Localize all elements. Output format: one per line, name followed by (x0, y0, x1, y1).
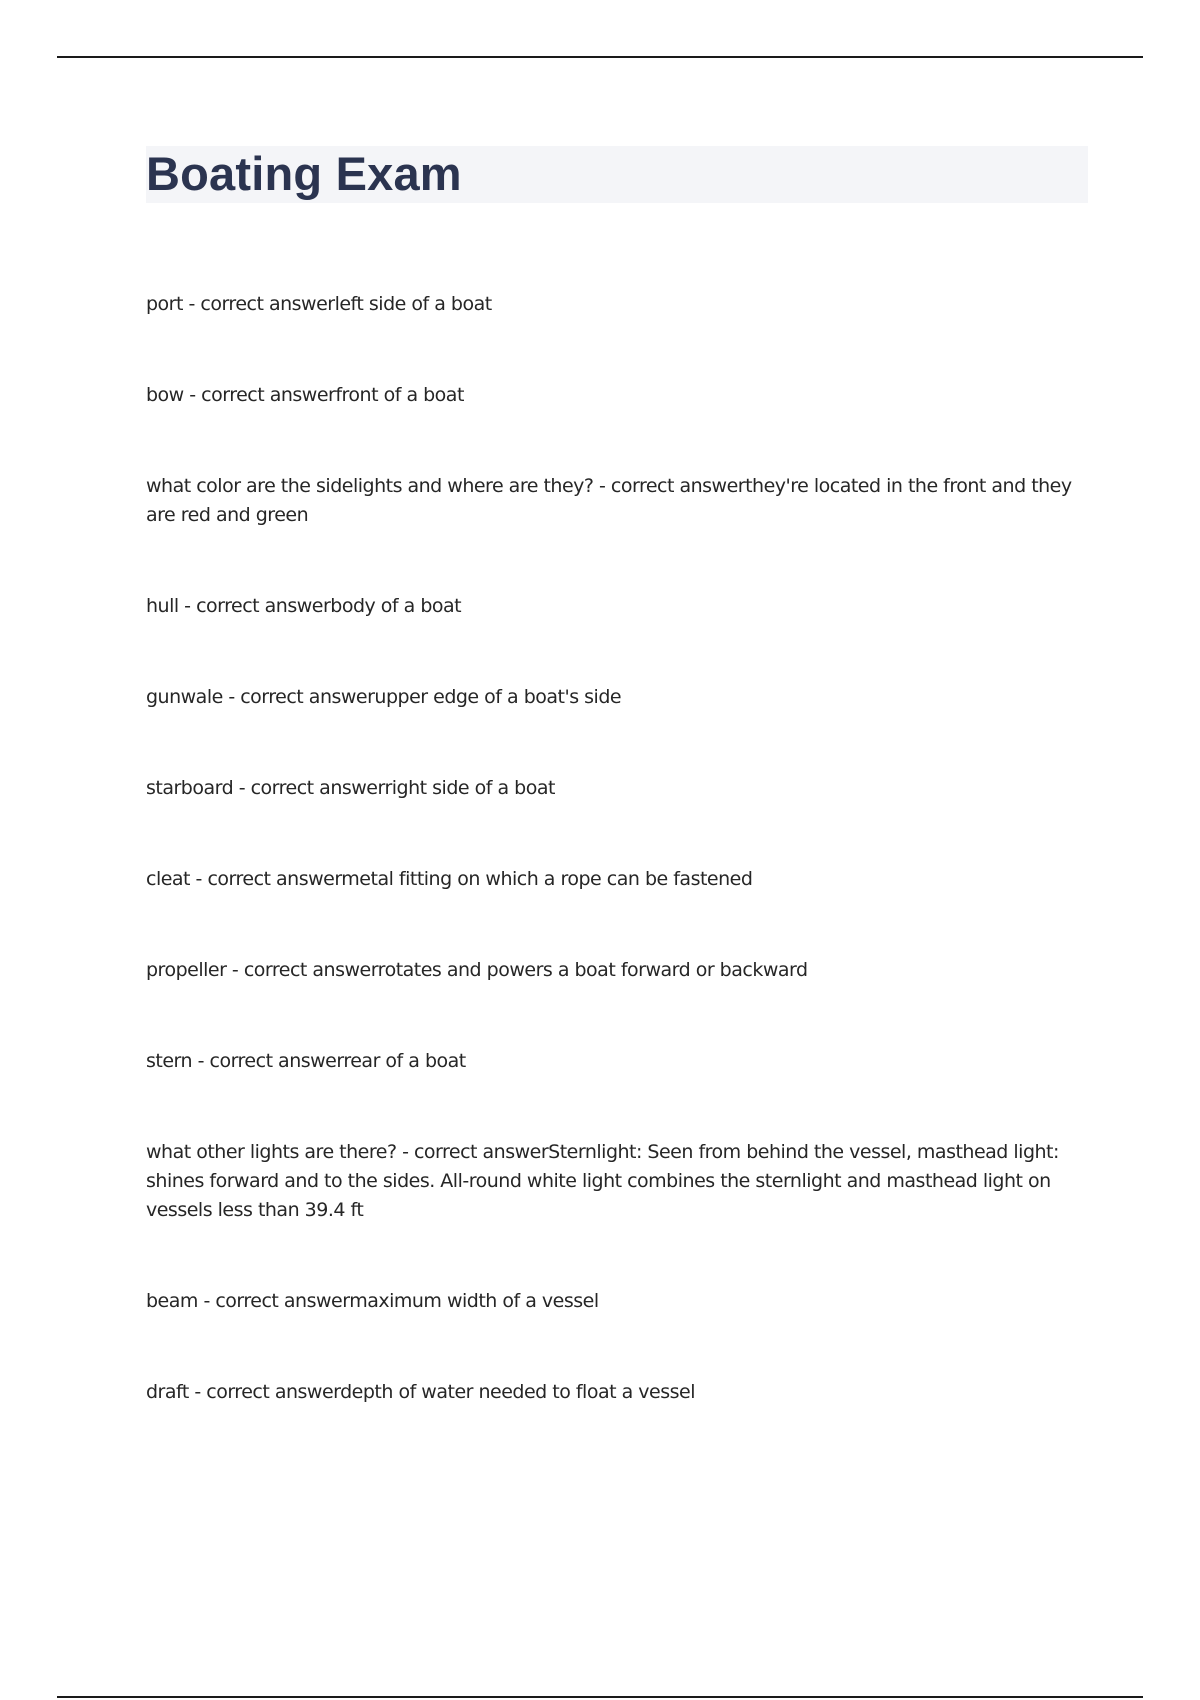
qa-item-sidelights: what color are the sidelights and where are they? - correct answerthey're located in the front and they are red and green (146, 475, 1072, 526)
qa-item-starboard: starboard - correct answerright side of a boat (146, 777, 555, 799)
qa-item-port: port - correct answerleft side of a boat (146, 293, 492, 315)
qa-item-stern: stern - correct answerrear of a boat (146, 1050, 466, 1072)
qa-item-gunwale: gunwale - correct answerupper edge of a boat's side (146, 686, 622, 708)
qa-item-other-lights: what other lights are there? - correct answerSternlight: Seen from behind the vessel, masthead light: shines forward and to the sides. All-round white light combines the sternlight and masthead light on vessels less than 39.4 ft (146, 1141, 1059, 1221)
qa-item-beam: beam - correct answermaximum width of a vessel (146, 1290, 599, 1312)
qa-item-draft: draft - correct answerdepth of water needed to float a vessel (146, 1381, 695, 1403)
qa-item-bow: bow - correct answerfront of a boat (146, 384, 464, 406)
qa-item-hull: hull - correct answerbody of a boat (146, 595, 462, 617)
qa-list (146, 290, 1086, 1469)
qa-item-cleat: cleat - correct answermetal fitting on which a rope can be fastened (146, 868, 753, 890)
qa-item-propeller: propeller - correct answerrotates and powers a boat forward or backward (146, 959, 808, 981)
bottom-divider (57, 1696, 1143, 1698)
top-divider (57, 56, 1143, 58)
page-title: Boating Exam (146, 147, 462, 200)
